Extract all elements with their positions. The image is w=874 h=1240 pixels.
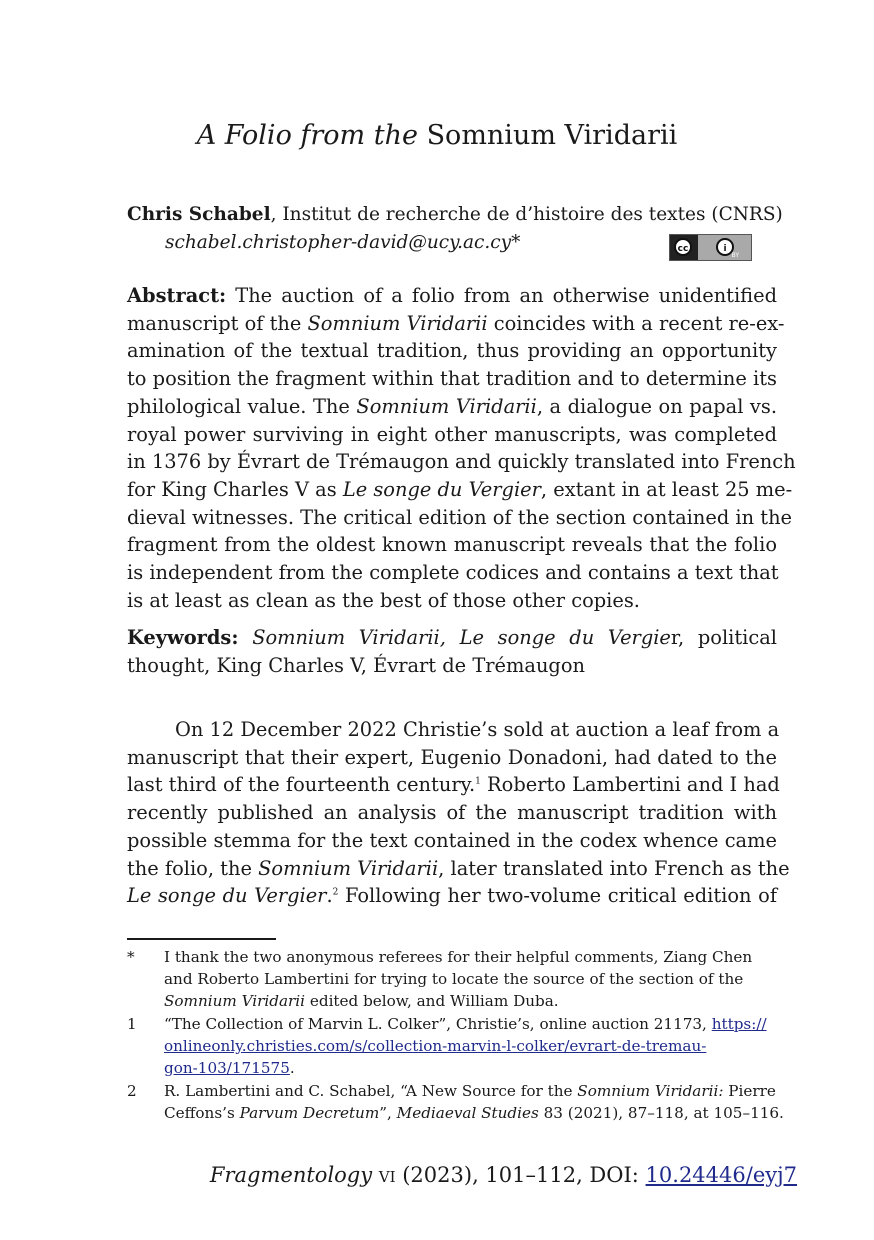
footnote-mark: * <box>127 948 135 966</box>
author-affiliation: , Institut de recherche de d’histoire des textes (CNRS) <box>270 204 783 225</box>
author-email[interactable]: schabel.christopher-david@ucy.ac.cy* <box>165 232 521 253</box>
author-name: Chris Schabel <box>127 204 271 225</box>
cc-icon: cc <box>674 238 692 256</box>
article-title <box>0 116 874 156</box>
abstract-label: Abstract: <box>127 284 227 307</box>
footnote-divider <box>127 938 276 940</box>
footnote-ref-2[interactable]: 2 <box>332 887 339 898</box>
abstract: Abstract: The auction of a folio from an otherwise unidentified manuscript of the Somnium Viridarii coincides with a recent re-ex- amination of the textual tradition, thus providing an opportunity to position the fragment within that tradition and to determine its philological value. The Somnium Viridarii, a dialogue on papal vs. royal power surviving in eight other manuscripts, was completed in 1376 by Évrart de Trémaugon and quickly translated into French for King Charles V as Le songe du Vergier, extant in at least 25 me- dieval witnesses. The critical edition of the section contained in the fragment from the oldest known manuscript reveals that the folio is independent from the complete codices and contains a text that is at least as clean as the best of those other copies. <box>127 284 796 612</box>
title-italic: A Folio from the <box>196 120 418 151</box>
person-icon: i <box>716 238 734 256</box>
body-text: On 12 December 2022 Christie’s sold at auction a leaf from a manuscript that their expert, Eugenio Donadoni, had dated to the last third of the fourteenth century.$^1$ Roberto Lambertini and I had recently published an analysis of the manuscript tradition with possible stemma for the text contained in the codex whence came the folio, the Somnium Viridarii, later translated into French as the Le songe du Vergier.$^2$ Following her two-volume critical edition of <box>127 718 790 908</box>
christies-url-link[interactable]: onlineonly.christies.com/s/collection-marvin-l-colker/evrart-de-tremau- <box>164 1037 707 1055</box>
footnote-mark: 2 <box>127 1082 137 1100</box>
title-plain: Somnium Viridarii <box>426 120 678 151</box>
keywords-label: Keywords: <box>127 626 239 649</box>
footnote-mark: 1 <box>127 1015 137 1033</box>
license-label: BY <box>731 252 739 259</box>
journal-volume: vi <box>378 1163 396 1187</box>
footnote-ref-1[interactable]: 1 <box>475 776 481 787</box>
keywords: Keywords: Somnium Viridarii, Le songe du Vergier, political thought, King Charles V, Évrart de Trémaugon <box>127 626 777 677</box>
cc-by-icon[interactable] <box>669 234 752 261</box>
page-footer: Fragmentology vi (2023), 101–112, DOI: 10.24446/eyj7 <box>209 1163 797 1187</box>
doi-link[interactable]: 10.24446/eyj7 <box>645 1163 797 1187</box>
christies-url-link[interactable]: gon-103/171575 <box>164 1059 290 1077</box>
journal-name: Fragmentology <box>209 1163 373 1187</box>
christies-url-link[interactable]: https:// <box>711 1015 767 1033</box>
author-line <box>127 201 787 228</box>
